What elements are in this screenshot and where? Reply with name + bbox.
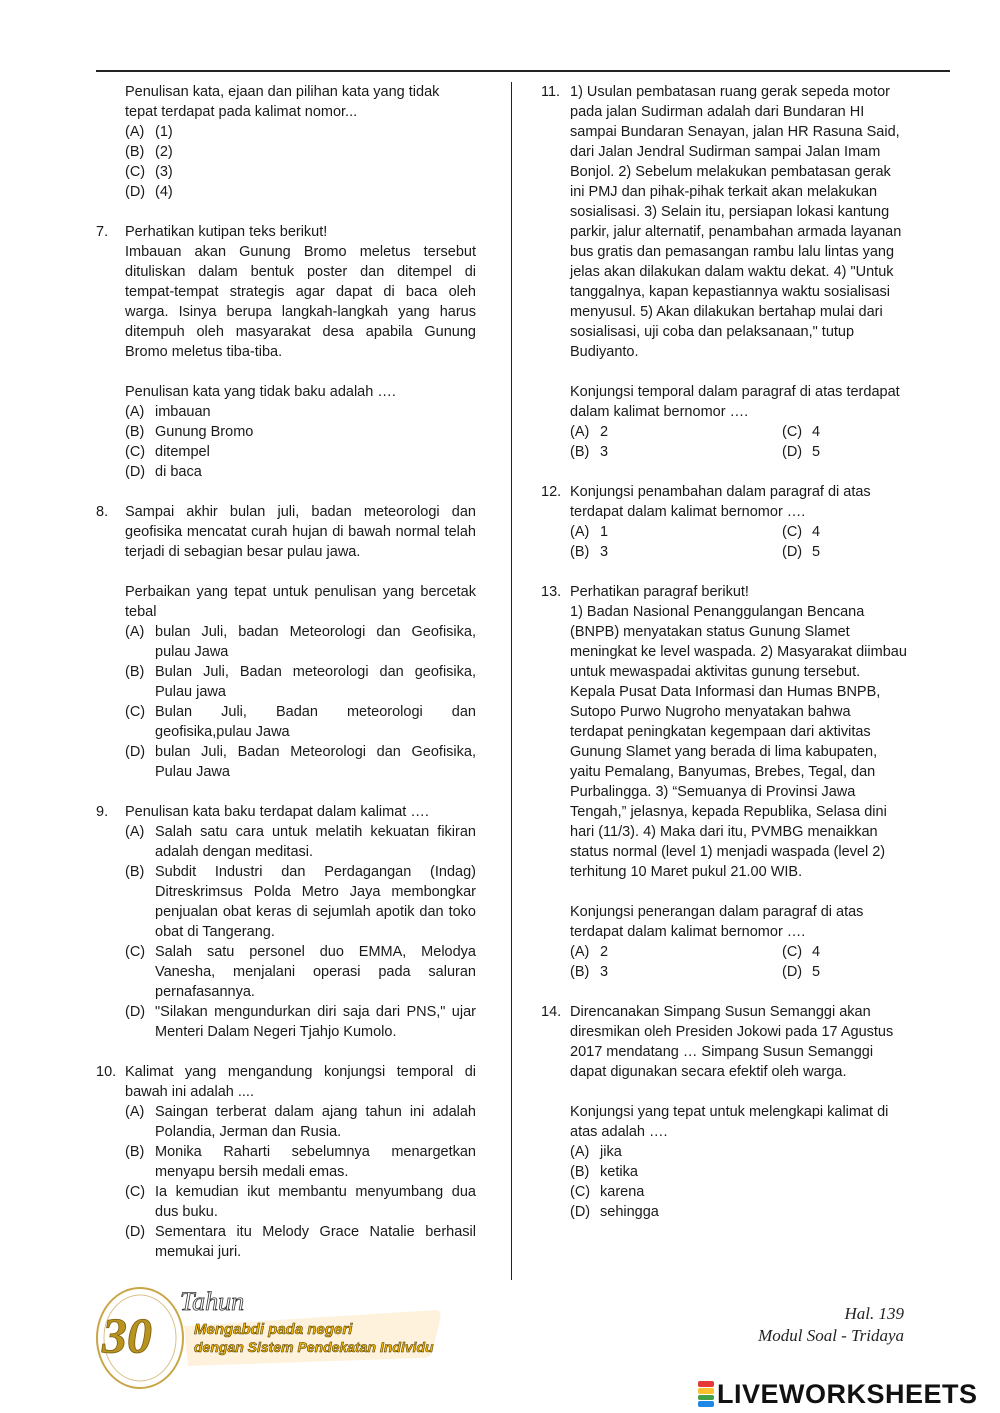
question-6 (96, 82, 476, 202)
question-7 (96, 222, 476, 482)
q7-question: Penulisan kata yang tidak baku adalah …. (125, 384, 396, 400)
q13-intro: Perhatikan paragraf berikut! (570, 584, 749, 600)
q8-question: Perbaikan yang tepat untuk penulisan yang bercetak tebal (125, 584, 476, 620)
question-14 (541, 1002, 923, 1222)
q14-passage-line: Direncanakan Simpang Susun Semanggi akan (570, 1004, 871, 1020)
option-text: (1) (155, 124, 173, 140)
option-label: (C) (125, 444, 146, 460)
option-text: 4 (812, 944, 821, 960)
question-number: 10. (96, 1064, 117, 1080)
q12-option-d[interactable] (782, 542, 820, 562)
q7-option-a[interactable] (125, 402, 476, 422)
option-text: (3) (155, 164, 173, 180)
q11-passage-line: Budiyanto. (570, 344, 639, 360)
q7-option-b[interactable] (125, 422, 476, 442)
q8-option-d[interactable] (125, 742, 476, 782)
option-text: 5 (812, 544, 821, 560)
option-text: karena (600, 1184, 645, 1200)
q13-option-d[interactable] (782, 962, 820, 982)
question-10 (96, 1062, 476, 1262)
question-8 (96, 502, 476, 782)
q13-passage-line: Purbalingga. 3) “Semuanya di Provinsi Jawa (570, 784, 856, 800)
q8-option-a[interactable] (125, 622, 476, 662)
option-text: Salah satu personel duo EMMA, Melodya Vanesha, menjalani operasi pada saluran pernafasannya. (155, 944, 476, 1000)
q11-option-b[interactable] (570, 442, 608, 462)
q13-passage-line: status normal (level 1) menjadi waspada (level 2) (570, 844, 886, 860)
q11-passage-line: sosialisasi, uji coba dan pelaksanaan," tutup (570, 324, 855, 340)
right-column (541, 82, 923, 1222)
option-label: (C) (125, 704, 146, 720)
q11-passage-line: 1) Usulan pembatasan ruang gerak sepeda motor (570, 84, 890, 100)
q13-question-line: Konjungsi penerangan dalam paragraf di atas (570, 904, 864, 920)
q13-passage-line: untuk mewaspadai aktivitas gunung tersebut. (570, 664, 861, 680)
brand-stripe (698, 1388, 714, 1394)
option-text: Sementara itu Melody Grace Natalie berhasil memukai juri. (155, 1224, 476, 1260)
option-label: (A) (570, 944, 590, 960)
option-label: (C) (570, 1184, 591, 1200)
option-label: (D) (570, 1204, 591, 1220)
page-number: Hal. 139 (844, 1304, 904, 1323)
q11-question-line: dalam kalimat bernomor …. (570, 404, 749, 420)
q14-option-c[interactable] (570, 1182, 923, 1202)
option-label: (A) (125, 1104, 145, 1120)
option-label: (B) (125, 1144, 145, 1160)
q11-passage-line: tanggalnya, kapan kepastiannya waktu sosialisasi (570, 284, 891, 300)
logo-tagline-2: dengan Sistem Pendekatan Individu (194, 1339, 434, 1355)
q7-option-c[interactable] (125, 442, 476, 462)
q13-option-b[interactable] (570, 962, 608, 982)
q10-option-b[interactable] (125, 1142, 476, 1182)
q6-option-d[interactable] (125, 182, 476, 202)
option-label: (A) (125, 824, 145, 840)
q12-option-a[interactable] (570, 522, 608, 542)
option-label: (D) (782, 544, 803, 560)
q13-passage-line: Sutopo Purwo Nugroho menyatakan bahwa (570, 704, 851, 720)
anniversary-logo-graphic (96, 1280, 446, 1392)
q14-question-line: atas adalah …. (570, 1124, 668, 1140)
question-13 (541, 582, 923, 982)
q13-options-row-2 (570, 962, 923, 982)
q8-passage: Sampai akhir bulan juli, badan meteorologi dan geofisika mencatat curah hujan di bawah normal telah terjadi di sebagian besar pulau jawa. (125, 504, 476, 560)
q6-stem-line-1: Penulisan kata, ejaan dan pilihan kata yang tidak (125, 84, 440, 100)
question-number: 12. (541, 484, 562, 500)
module-title: Modul Soal - Tridaya (758, 1326, 904, 1345)
q14-passage-line: diresmikan oleh Presiden Jokowi pada 17 Agustus (570, 1024, 894, 1040)
q12-option-b[interactable] (570, 542, 608, 562)
option-text: 3 (600, 544, 609, 560)
option-label: (C) (782, 944, 803, 960)
q9-question: Penulisan kata baku terdapat dalam kalimat …. (125, 804, 429, 820)
q13-passage-line: yaitu Pemalang, Banyumas, Brebes, Tegal, dan (570, 764, 876, 780)
option-text: ditempel (155, 444, 210, 460)
q11-question-line: Konjungsi temporal dalam paragraf di atas terdapat (570, 384, 900, 400)
option-label: (D) (782, 444, 803, 460)
q13-option-c[interactable] (782, 942, 820, 962)
q10-option-a[interactable] (125, 1102, 476, 1142)
q12-options-row-1 (570, 522, 923, 542)
q12-question-line: terdapat dalam kalimat bernomor …. (570, 504, 806, 520)
option-label: (B) (570, 964, 590, 980)
q9-option-b[interactable] (125, 862, 476, 942)
option-text: (2) (155, 144, 173, 160)
question-number: 14. (541, 1004, 562, 1020)
q8-option-b[interactable] (125, 662, 476, 702)
anniversary-logo (96, 1280, 446, 1392)
q11-passage-line: sosialisasi. 3) Selain itu, persiapan lokasi kantung (570, 204, 890, 220)
option-label: (B) (125, 864, 145, 880)
q11-passage-line: sampai Bundaran Senayan, jalan HR Rasuna Said, (570, 124, 900, 140)
q11-options-row-2 (570, 442, 923, 462)
option-label: (A) (125, 124, 145, 140)
q11-passage-line: bus gratis dan pemasangan rambu lalu lintas yang (570, 244, 895, 260)
q7-intro: Perhatikan kutipan teks berikut! (125, 224, 328, 240)
q13-passage-line: Gunung Slamet yang berada di lima kabupaten, (570, 744, 878, 760)
option-text: (4) (155, 184, 173, 200)
option-text: Saingan terberat dalam ajang tahun ini adalah Polandia, Jerman dan Rusia. (155, 1104, 476, 1140)
option-text: 1 (600, 524, 609, 540)
option-label: (C) (782, 424, 803, 440)
q12-options-row-2 (570, 542, 923, 562)
q8-option-c[interactable] (125, 702, 476, 742)
brand-stripe (698, 1381, 714, 1387)
q7-option-d[interactable] (125, 462, 476, 482)
q13-passage-line: meningkat ke level waspada. 2) Masyarakat diimbau (570, 644, 907, 660)
q9-option-d[interactable] (125, 1002, 476, 1042)
q6-option-b[interactable] (125, 142, 476, 162)
option-label: (A) (570, 1144, 590, 1160)
option-label: (B) (570, 544, 590, 560)
option-label: (D) (125, 1224, 146, 1240)
option-text: Salah satu cara untuk melatih kekuatan fikiran adalah dengan meditasi. (155, 824, 476, 860)
option-text: 3 (600, 444, 609, 460)
q11-passage-line: Bonjol. 2) Sebelum melakukan pembatasan gerak (570, 164, 891, 180)
brand-stripe (698, 1395, 714, 1401)
question-number: 11. (541, 84, 561, 100)
option-text: bulan Juli, badan Meteorologi dan Geofisika, pulau Jawa (155, 624, 476, 660)
q14-option-a[interactable] (570, 1142, 923, 1162)
question-11 (541, 82, 923, 462)
q10-option-d[interactable] (125, 1222, 476, 1262)
q11-passage-line: ini PMJ dan pihak-pihak terkait akan melakukan (570, 184, 878, 200)
option-label: (D) (125, 744, 146, 760)
option-label: (C) (782, 524, 803, 540)
q11-option-d[interactable] (782, 442, 820, 462)
q14-option-b[interactable] (570, 1162, 923, 1182)
option-label: (A) (125, 404, 145, 420)
option-text: Gunung Bromo (155, 424, 254, 440)
q10-option-c[interactable] (125, 1182, 476, 1222)
left-column (96, 82, 476, 1262)
option-label: (C) (125, 1184, 146, 1200)
option-text: Subdit Industri dan Perdagangan (Indag) Ditreskrimsus Polda Metro Jaya membongkar penjualan obat keras di sejumlah apotik dan toko obat di Tangerang. (155, 864, 476, 940)
option-label: (A) (570, 424, 590, 440)
option-label: (B) (125, 144, 145, 160)
q13-passage-line: terhitung 10 Maret pukul 21.00 WIB. (570, 864, 803, 880)
q14-passage-line: 2017 mendatang … Simpang Susun Semanggi (570, 1044, 874, 1060)
option-label: (B) (570, 444, 590, 460)
option-label: (A) (570, 524, 590, 540)
option-text: 5 (812, 964, 821, 980)
option-text: ketika (600, 1164, 638, 1180)
q13-question-line: terdapat dalam kalimat bernomor …. (570, 924, 806, 940)
question-number: 13. (541, 584, 562, 600)
option-text: Bulan Juli, Badan meteorologi dan geofisika, Pulau jawa (155, 664, 476, 700)
option-label: (C) (125, 164, 146, 180)
q12-option-c[interactable] (782, 522, 820, 542)
option-text: 2 (600, 944, 609, 960)
q13-option-a[interactable] (570, 942, 608, 962)
option-text: di baca (155, 464, 202, 480)
option-text: "Silakan mengundurkan diri saja dari PNS," ujar Menteri Dalam Negeri Tjahjo Kumolo. (155, 1004, 476, 1040)
q11-option-c[interactable] (782, 422, 820, 442)
q13-passage-line: Tengah,” jelasnya, kepada Republika, Selasa dini (570, 804, 887, 820)
option-label: (D) (125, 1004, 146, 1020)
option-text: jika (600, 1144, 622, 1160)
logo-number: 30 (102, 1307, 152, 1363)
q13-options-row-1 (570, 942, 923, 962)
q6-stem-line-2: tepat terdapat pada kalimat nomor... (125, 104, 358, 120)
logo-word: Tahun (180, 1287, 245, 1316)
option-text: bulan Juli, Badan Meteorologi dan Geofisika, Pulau Jawa (155, 744, 476, 780)
q13-passage-line: hari (11/3). 4) Maka dari itu, PVMBG menaikkan (570, 824, 878, 840)
q11-passage-line: menyusul. 5) Akan dilakukan bertahap mulai dari (570, 304, 883, 320)
option-label: (D) (782, 964, 803, 980)
option-text: 2 (600, 424, 609, 440)
q13-passage-line: terdapat peningkatan kegempaan dari aktivitas (570, 724, 871, 740)
option-label: (D) (125, 464, 146, 480)
q11-passage-line: parkir, jalur alternatif, penambahan armada layanan (570, 224, 902, 240)
question-9 (96, 802, 476, 1042)
option-text: 3 (600, 964, 609, 980)
option-label: (B) (125, 664, 145, 680)
option-text: sehingga (600, 1204, 659, 1220)
q14-option-d[interactable] (570, 1202, 923, 1222)
q6-option-c[interactable] (125, 162, 476, 182)
question-number: 9. (96, 804, 109, 820)
option-text: 4 (812, 424, 821, 440)
q14-passage-line: dapat digunakan secara efektif oleh warga. (570, 1064, 847, 1080)
q14-question-line: Konjungsi yang tepat untuk melengkapi kalimat di (570, 1104, 889, 1120)
question-12 (541, 482, 923, 562)
option-label: (A) (125, 624, 145, 640)
option-text: Ia kemudian ikut membantu menyumbang dua dus buku. (155, 1184, 476, 1220)
q11-passage-line: dari Jalan Jendral Sudirman sampai Jalan Imam (570, 144, 881, 160)
option-text: 5 (812, 444, 821, 460)
q12-question-line: Konjungsi penambahan dalam paragraf di atas (570, 484, 871, 500)
q13-passage-line: 1) Badan Nasional Penanggulangan Bencana (570, 604, 865, 620)
q13-passage-line: (BNPB) menyatakan status Gunung Slamet (570, 624, 850, 640)
q9-option-c[interactable] (125, 942, 476, 1002)
q9-option-a[interactable] (125, 822, 476, 862)
q11-passage-line: pada jalan Sudirman adalah dari Bundaran HI (570, 104, 865, 120)
q6-option-a[interactable] (125, 122, 476, 142)
option-text: 4 (812, 524, 821, 540)
option-label: (D) (125, 184, 146, 200)
option-text: Monika Raharti sebelumnya menargetkan menyapu bersih medali emas. (155, 1144, 476, 1180)
q10-question: Kalimat yang mengandung konjungsi temporal di bawah ini adalah .... (125, 1064, 476, 1100)
option-text: Bulan Juli, Badan meteorologi dan geofisika,pulau Jawa (155, 704, 476, 740)
q11-passage-line: jelas akan dilakukan dalam waktu dekat. 4) "Untuk (570, 264, 894, 280)
q11-options-row-1 (570, 422, 923, 442)
liveworksheets-brand (698, 1378, 978, 1410)
q13-passage-line: Kepala Pusat Data Informasi dan Humas BNPB, (570, 684, 881, 700)
liveworksheets-icon (698, 1381, 714, 1407)
option-label: (B) (125, 424, 145, 440)
option-label: (B) (570, 1164, 590, 1180)
q7-passage: Imbauan akan Gunung Bromo meletus tersebut dituliskan dalam bentuk poster dan ditempel di tempat-tempat strategis agar dapat di baca oleh warga. Isinya berupa langkah-langkah yang harus ditempuh oleh masyarakat desa apabila Gunung Bromo meletus tiba-tiba. (125, 244, 476, 360)
page-footer (758, 1303, 904, 1347)
brand-name[interactable]: LIVEWORKSHEETS (717, 1378, 978, 1409)
logo-tagline-1: Mengabdi pada negeri (194, 1321, 353, 1338)
question-number: 8. (96, 504, 109, 520)
top-rule (96, 70, 950, 72)
column-divider (511, 82, 512, 1280)
brand-stripe (698, 1401, 714, 1407)
q11-option-a[interactable] (570, 422, 608, 442)
option-label: (C) (125, 944, 146, 960)
question-number: 7. (96, 224, 109, 240)
option-text: imbauan (155, 404, 211, 420)
